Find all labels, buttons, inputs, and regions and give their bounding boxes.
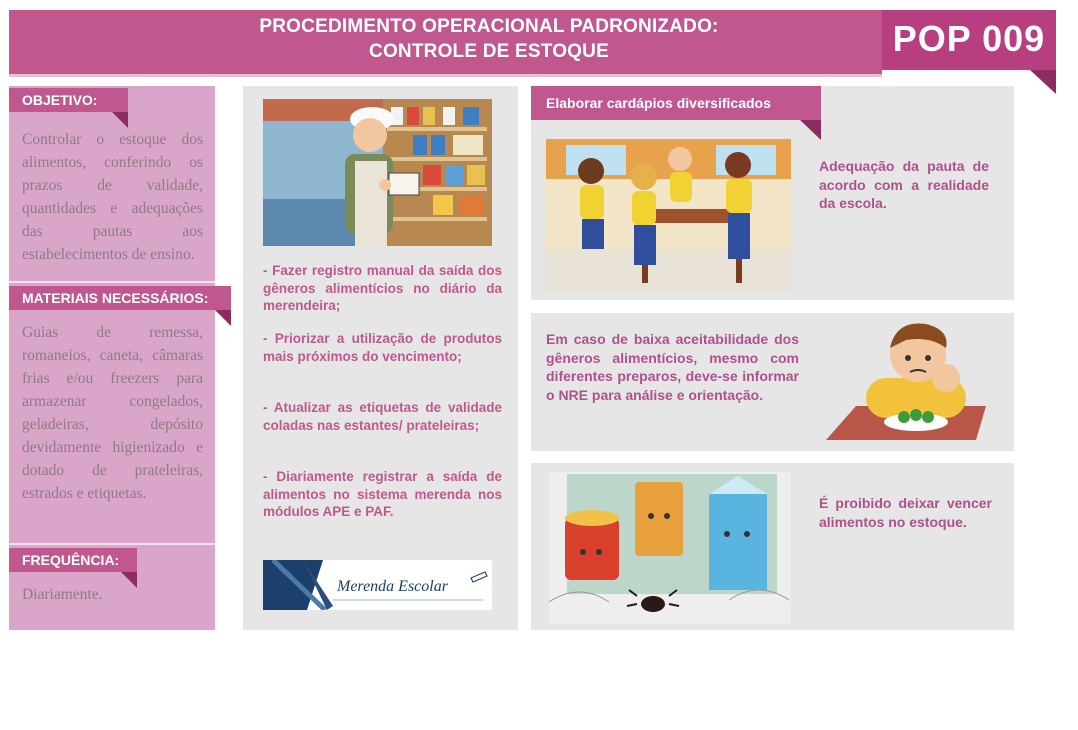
cook-illustration — [263, 99, 492, 246]
divider — [9, 281, 215, 283]
acceptance-panel-text: Em caso de baixa aceitabilidade dos gêneros alimentícios, mesmo com diferentes preparos, deve-se informar o NRE para análise e orientação. — [546, 331, 799, 403]
menu-panel-tag: Elaborar cardápios diversificados — [531, 86, 821, 120]
materiais-text: Guias de remessa, romaneios, caneta, câmaras frias e/ou freezers para armazenar congelados, geladeiras, depósito devidamente higienizado e dotado de prateleiras, estrados e etiquetas. — [22, 324, 203, 502]
header-underline — [9, 74, 882, 77]
children-eating-illustration — [546, 139, 791, 291]
badge-fold — [1030, 70, 1056, 94]
menu-panel-tag-fold — [800, 120, 821, 140]
procedure-item-3: - Atualizar as etiquetas de validade coladas nas estantes/ prateleiras; — [263, 400, 502, 433]
merenda-escolar-logo — [263, 560, 492, 610]
page-title — [9, 14, 969, 64]
title-line-2: CONTROLE DE ESTOQUE — [369, 41, 609, 62]
expired-food-illustration — [549, 472, 791, 624]
objetivo-text: Controlar o estoque dos alimentos, conferindo os prazos de validade, quantidades e adequações das pautas aos estabelecimentos de ensino. — [22, 131, 203, 263]
procedure-item-1: - Fazer registro manual da saída dos gêneros alimentícios no diário da merendeira; — [263, 263, 502, 313]
title-line-1: PROCEDIMENTO OPERACIONAL PADRONIZADO: — [259, 16, 719, 37]
frequencia-text: Diariamente. — [22, 586, 103, 603]
merenda-escolar-logo-text: Merenda Escolar — [337, 578, 448, 595]
menu-panel-text: Adequação da pauta de acordo com a realidade da escola. — [819, 158, 989, 211]
materiais-tag: MATERIAIS NECESSÁRIOS: — [9, 286, 231, 310]
materiais-tag-fold — [215, 310, 231, 326]
objetivo-tag: OBJETIVO: — [9, 88, 128, 112]
pop-badge-label: POP 009 — [892, 18, 1046, 59]
procedure-item-2: - Priorizar a utilização de produtos mais próximos do vencimento; — [263, 331, 502, 364]
procedure-item-4: - Diariamente registrar a saída de alimentos no sistema merenda nos módulos APE e PAF. — [263, 469, 502, 519]
expiration-panel-text: É proibido deixar vencer alimentos no estoque. — [819, 495, 992, 530]
divider — [9, 543, 215, 545]
objetivo-tag-fold — [112, 112, 128, 128]
frequencia-tag: FREQUÊNCIA: — [9, 548, 137, 572]
unhappy-boy-illustration — [826, 318, 986, 444]
